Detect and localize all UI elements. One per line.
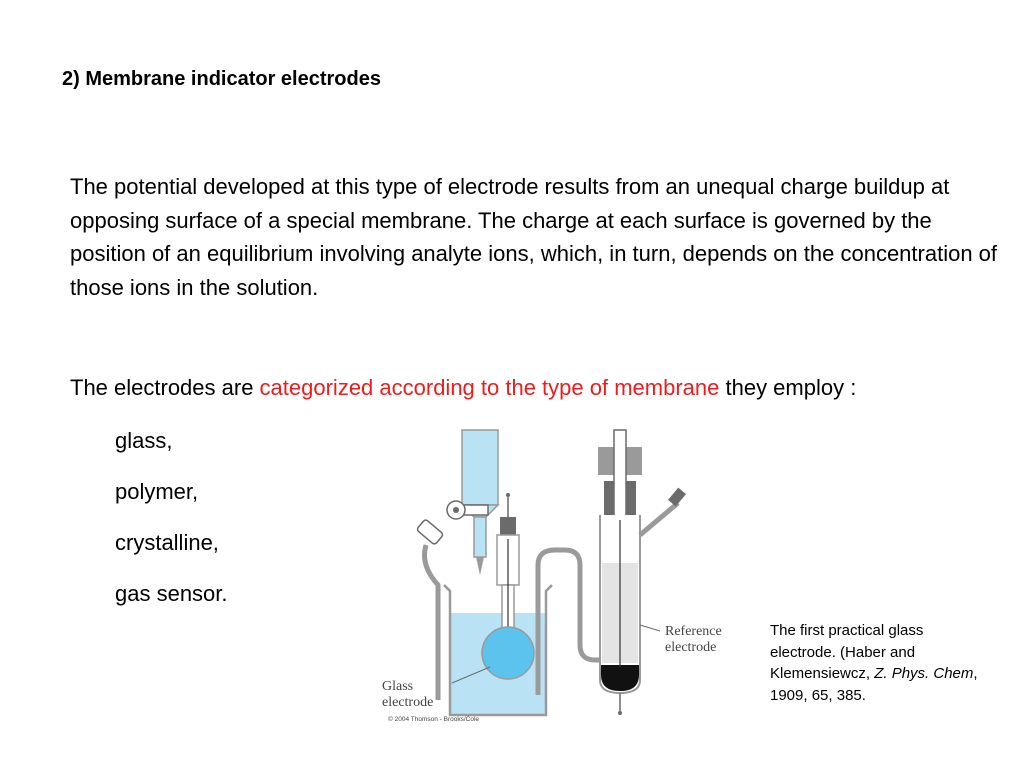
inlet-tube: [416, 519, 443, 700]
categorized-before: The electrodes are: [70, 375, 260, 400]
salt-bridge: [538, 550, 600, 695]
caption-citation: , 1909, 65, 385.: [770, 665, 978, 704]
caption-text: The first practical glass electrode. (Haber and Klemensiewcz,: [770, 622, 924, 682]
reference-electrode-label-line1: Reference: [665, 624, 722, 639]
categorized-after: they employ :: [719, 375, 857, 400]
description-paragraph: [70, 170, 1000, 304]
reference-electrode: [598, 430, 686, 715]
burette: [462, 430, 498, 575]
reference-electrode-label-line2: electrode: [665, 640, 717, 655]
glass-electrode-label-line2: electrode: [382, 695, 434, 710]
figure-caption: [770, 620, 990, 706]
membrane-type-gas-sensor: gas sensor.: [115, 581, 228, 606]
membrane-type-crystalline: crystalline,: [115, 530, 219, 555]
figure-copyright: © 2004 Thomson - Brooks/Cole: [388, 716, 480, 723]
description-text: The potential developed at this type of electrode results from an unequal charge buildup at opposing surface of a special membrane. The charge at each surface is governed by the position of an equilibrium involving analyte ions, which, in turn, depends on the concentration of those ions in the solution.: [70, 174, 998, 300]
categorized-sentence: [70, 373, 1015, 403]
slide-heading: 2) Membrane indicator electrodes: [62, 68, 381, 90]
glass-electrode-diagram: [360, 425, 740, 725]
categorized-highlight: categorized according to the type of membrane: [259, 375, 720, 400]
glass-electrode: [482, 493, 534, 679]
membrane-type-list: [115, 426, 228, 630]
caption-journal: Z. Phys. Chem: [874, 665, 974, 682]
glass-electrode-label-line1: Glass: [382, 679, 414, 694]
membrane-type-glass: glass,: [115, 428, 173, 453]
membrane-type-polymer: polymer,: [115, 479, 199, 504]
